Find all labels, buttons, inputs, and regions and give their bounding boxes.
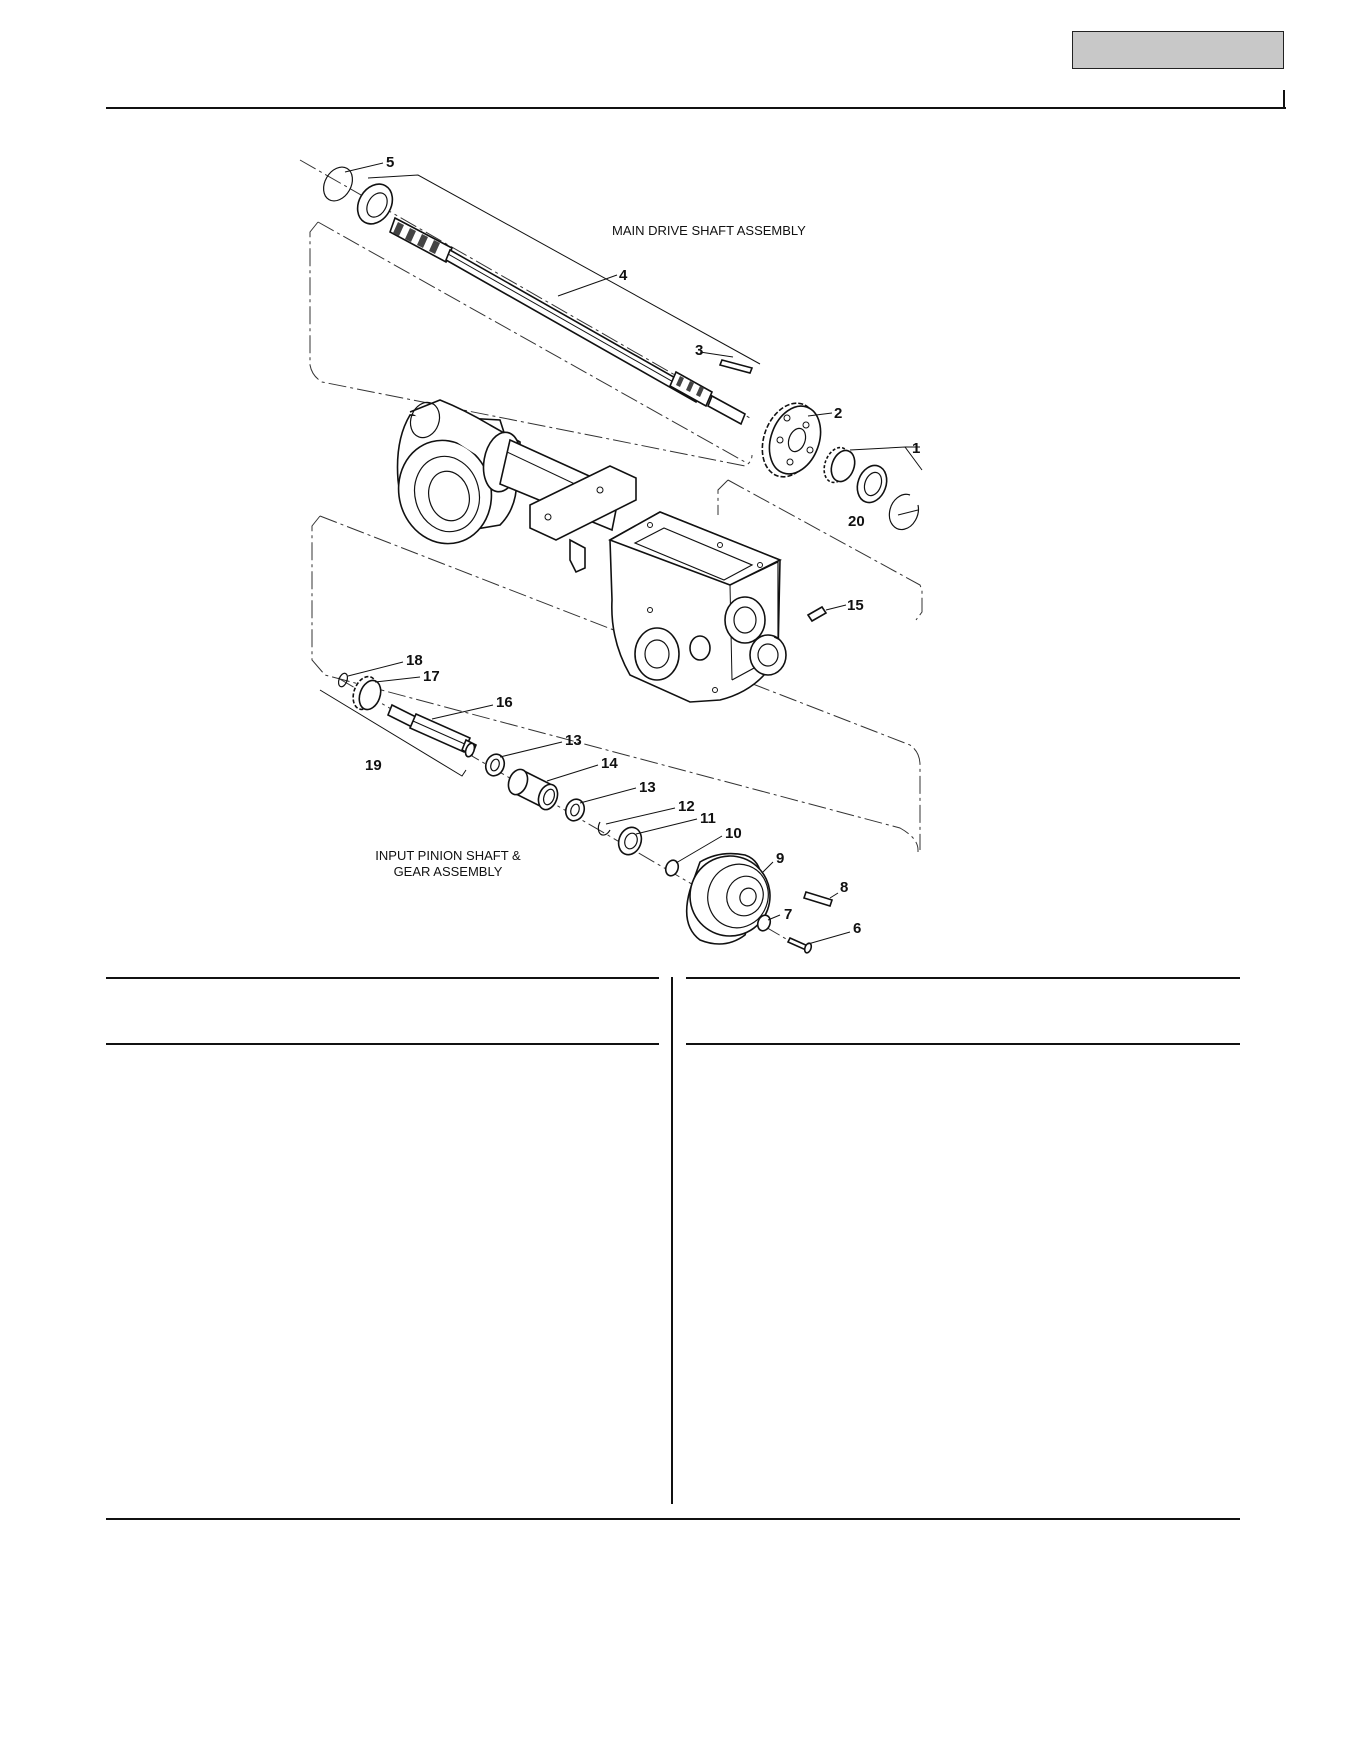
transmission-housing: [387, 398, 786, 702]
set-screw-part-15: [808, 607, 826, 621]
callout-8: 8: [840, 879, 849, 896]
bearing-cone-and-cup: [820, 444, 892, 507]
callout-7: 7: [784, 906, 793, 923]
callout-15: 15: [847, 597, 864, 614]
bushing-part-14: [505, 767, 561, 813]
callout-2: 2: [834, 405, 843, 422]
input-pinion-shaft-part-16: [388, 705, 476, 758]
pinion-gear-part-17: [349, 673, 385, 712]
callout-16: 16: [496, 694, 513, 711]
snap-ring-part-20: [889, 494, 918, 529]
callout-1: 1: [912, 440, 921, 457]
callout-12: 12: [678, 798, 695, 815]
callout-18: 18: [406, 652, 423, 669]
bracket-part-5-assembly: [368, 175, 760, 364]
input-pinion-label-line2: GEAR ASSEMBLY: [393, 864, 503, 879]
callout-19: 19: [365, 757, 382, 774]
main-shaft-phantom-outline: [310, 222, 752, 466]
callout-3: 3: [695, 342, 704, 359]
callout-9: 9: [776, 850, 785, 867]
callout-13-lower: 13: [639, 779, 656, 796]
main-drive-shaft: [390, 218, 745, 424]
key-part-3: [720, 360, 752, 373]
callout-6: 6: [853, 920, 862, 937]
callout-11: 11: [700, 810, 716, 827]
callout-14: 14: [601, 755, 618, 772]
callout-10: 10: [725, 825, 742, 842]
callout-20: 20: [848, 513, 865, 530]
callout-13-upper: 13: [565, 732, 582, 749]
callout-4: 4: [619, 267, 628, 284]
key-part-8: [804, 892, 832, 906]
main-drive-shaft-assembly-label: MAIN DRIVE SHAFT ASSEMBLY: [612, 223, 806, 238]
callout-17: 17: [423, 668, 440, 685]
spur-gear: [753, 395, 830, 484]
callout-5: 5: [386, 154, 395, 171]
input-pinion-label-line1: INPUT PINION SHAFT &: [375, 848, 521, 863]
pulley-part-9: [679, 845, 785, 948]
